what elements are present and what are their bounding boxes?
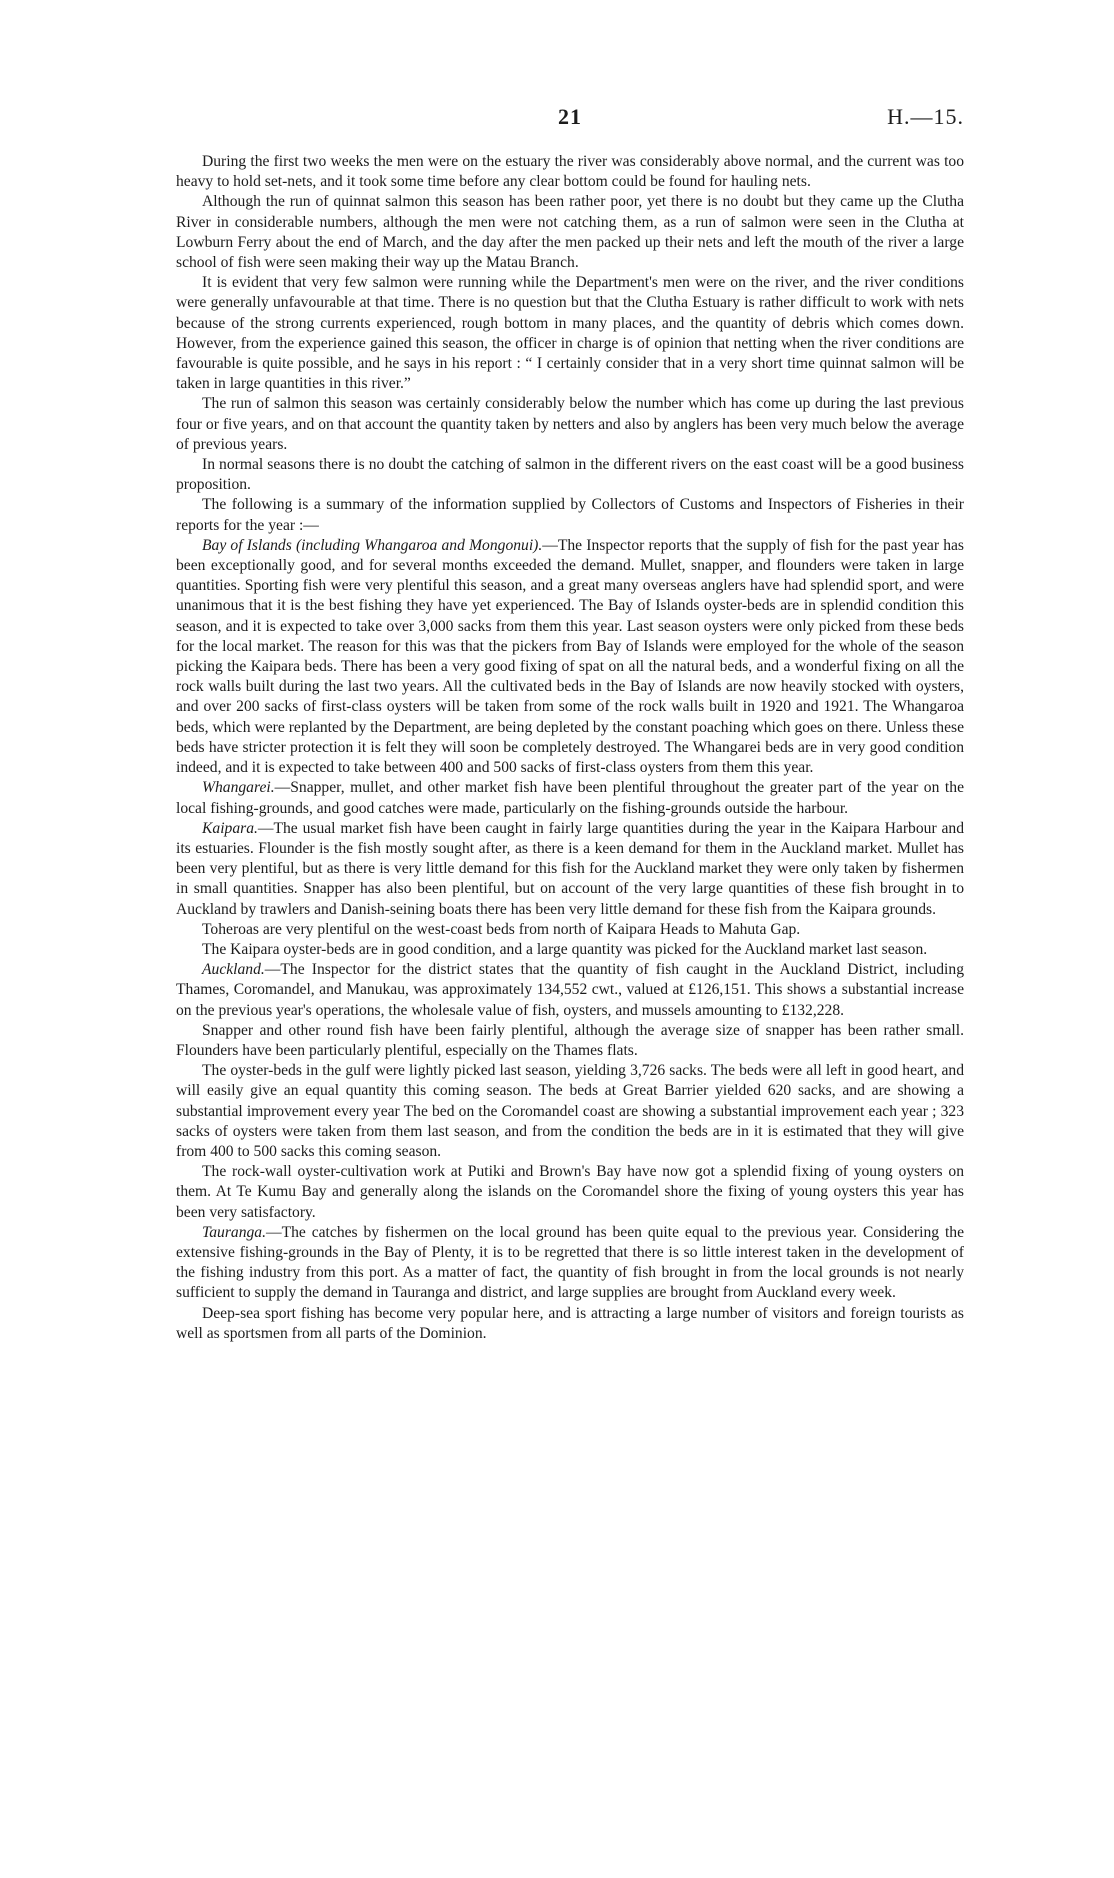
paragraph bbox=[176, 1162, 964, 1223]
paragraph bbox=[176, 455, 964, 495]
paragraph bbox=[176, 1304, 964, 1344]
paragraph bbox=[176, 819, 964, 920]
page-number: 21 bbox=[558, 104, 582, 129]
paragraph-text: Although the run of quinnat salmon this season has been rather poor, yet there is no doubt but they came up the Clutha River in considerable numbers, although the men were not catching them, as a run of salmon were seen in the Clutha at Lowburn Ferry about the end of March, and the day after the men packed up their nets and left the mouth of the river a large school of fish were seen making their way up the Matau Branch. bbox=[176, 193, 964, 272]
paragraph-text: Snapper and other round fish have been fairly plentiful, although the average size of snapper has been rather small. Flounders have been particularly plentiful, especially on the Thames flats. bbox=[176, 1021, 964, 1059]
paragraph bbox=[176, 1021, 964, 1061]
paragraph bbox=[176, 273, 964, 394]
section-heading: Bay of Islands (including Whangaroa and Mongonui). bbox=[202, 536, 543, 554]
paragraph bbox=[176, 1061, 964, 1162]
paragraph-text: The rock-wall oyster-cultivation work at Putiki and Brown's Bay have now got a splendid fixing of young oysters on them. At Te Kumu Bay and generally along the islands on the Coromandel shore the fixing of young oysters this year has been very satisfactory. bbox=[176, 1163, 964, 1221]
section-heading: Kaipara. bbox=[202, 819, 258, 837]
paragraph bbox=[176, 940, 964, 960]
paragraph-text: —The usual market fish have been caught in fairly large quantities during the year in the Kaipara Harbour and its estuaries. Flounder is the fish mostly sought after, as there is a keen demand for them in the Auckland market. Mullet has been very plentiful, but as there is very little demand for this fish for the Auckland market they were only taken by fishermen in small quantities. Snapper has also been plentiful, but on account of the very large quantities of these fish brought in to Auckland by trawlers and Danish-seining boats there has been very little demand for these fish from the Kaipara grounds. bbox=[176, 819, 964, 918]
paragraph-text: In normal seasons there is no doubt the catching of salmon in the different rivers on the east coast will be a good business proposition. bbox=[176, 456, 964, 494]
paragraph bbox=[176, 778, 964, 818]
paragraph bbox=[176, 394, 964, 455]
paragraph-text: The run of salmon this season was certainly considerably below the number which has come up during the last previous four or five years, and on that account the quantity taken by netters and also by anglers has been very much below the average of previous years. bbox=[176, 395, 964, 453]
document-reference: H.—15. bbox=[887, 104, 964, 129]
paragraph bbox=[176, 960, 964, 1021]
paragraph bbox=[176, 920, 964, 940]
paragraph bbox=[176, 152, 964, 192]
section-heading: Whangarei. bbox=[202, 779, 275, 797]
paragraph bbox=[176, 536, 964, 778]
paragraph-text: During the first two weeks the men were on the estuary the river was considerably above normal, and the current was too heavy to hold set-nets, and it took some time before any clear bottom could be found for hauling nets. bbox=[176, 153, 964, 191]
paragraph-text: —The Inspector reports that the supply of fish for the past year has been exceptionally good, and for several months exceeded the demand. Mullet, snapper, and flounders were taken in large quantities. Sporting fish were very plentiful this season, and a great many overseas anglers have had splendid sport, and were unanimous that it is the best fishing they have yet experienced. The Bay of Islands oyster-beds are in splendid condition this season, and it is expected to take over 3,000 sacks from them this year. Last season oysters were only picked from these beds for the local market. The reason for this was that the pickers from Bay of Islands were employed for the whole of the season picking the Kaipara beds. There has been a very good fixing of spat on all the natural beds, and a wonderful fixing on all the rock walls built during the last two years. All the cultivated beds in the Bay of Islands are now heavily stocked with oysters, and over 200 sacks of first-class oysters will be taken from some of the rock walls built in 1920 and 1921. The Whangaroa beds, which were replanted by the Department, are being depleted by the constant poaching which goes on there. Unless these beds have stricter protection it is felt they will soon be completely destroyed. The Whangarei beds are in very good condition indeed, and it is expected to take between 400 and 500 sacks of first-class oysters from them this year. bbox=[176, 536, 964, 777]
paragraph bbox=[176, 192, 964, 273]
paragraph bbox=[176, 495, 964, 535]
paragraph-text: —The Inspector for the district states that the quantity of fish caught in the Auckland District, including Thames, Coromandel, and Manukau, was approximately 134,552 cwt., valued at £126,151. This shows a substantial increase on the previous year's operations, the wholesale value of fish, oysters, and mussels amounting to £132,228. bbox=[176, 961, 964, 1019]
paragraph-text: Deep-sea sport fishing has become very popular here, and is attracting a large number of visitors and foreign tourists as well as sportsmen from all parts of the Dominion. bbox=[176, 1304, 964, 1342]
paragraph-text: Toheroas are very plentiful on the west-coast beds from north of Kaipara Heads to Mahuta Gap. bbox=[202, 920, 801, 938]
paragraph-text: The oyster-beds in the gulf were lightly picked last season, yielding 3,726 sacks. The beds were all left in good heart, and will easily give an equal quantity this coming season. The beds at Great Barrier yielded 620 sacks, and are showing a substantial improvement every year The bed on the Coromandel coast are showing a substantial improvement each year ; 323 sacks of oysters were taken from them last season, and from the condition the beds are in it is estimated that they will give from 400 to 500 sacks this coming season. bbox=[176, 1062, 964, 1160]
paragraph-text: —Snapper, mullet, and other market fish have been plentiful throughout the greater part of the year on the local fishing-grounds, and good catches were made, particularly on the fishing-grounds outside the harbour. bbox=[176, 779, 964, 817]
paragraph-text: The following is a summary of the information supplied by Collectors of Customs and Inspectors of Fisheries in their reports for the year :— bbox=[176, 496, 964, 534]
paragraph-text: It is evident that very few salmon were running while the Department's men were on the river, and the river conditions were generally unfavourable at that time. There is no question but that the Clutha Estuary is rather difficult to work with nets because of the strong currents experienced, rough bottom in many places, and the quantity of debris which comes down. However, from the experience gained this season, the officer in charge is of opinion that netting when the river conditions are favourable is quite possible, and he says in his report : “ I certainly consider that in a very short time quinnat salmon will be taken in large quantities in this river.” bbox=[176, 274, 964, 393]
body-text bbox=[176, 152, 964, 1344]
paragraph-text: The Kaipara oyster-beds are in good condition, and a large quantity was picked for the Auckland market last season. bbox=[202, 940, 928, 958]
section-heading: Auckland. bbox=[202, 961, 265, 979]
page-header bbox=[176, 104, 964, 140]
section-heading: Tauranga. bbox=[202, 1223, 266, 1241]
paragraph-text: —The catches by fishermen on the local ground has been quite equal to the previous year. Considering the extensive fishing-grounds in the Bay of Plenty, it is to be regretted that there is so little interest taken in the development of the fishing industry from this port. As a matter of fact, the quantity of fish brought in from the local grounds is not nearly sufficient to supply the demand in Tauranga and district, and large supplies are brought from Auckland every week. bbox=[176, 1223, 964, 1302]
paragraph bbox=[176, 1223, 964, 1304]
